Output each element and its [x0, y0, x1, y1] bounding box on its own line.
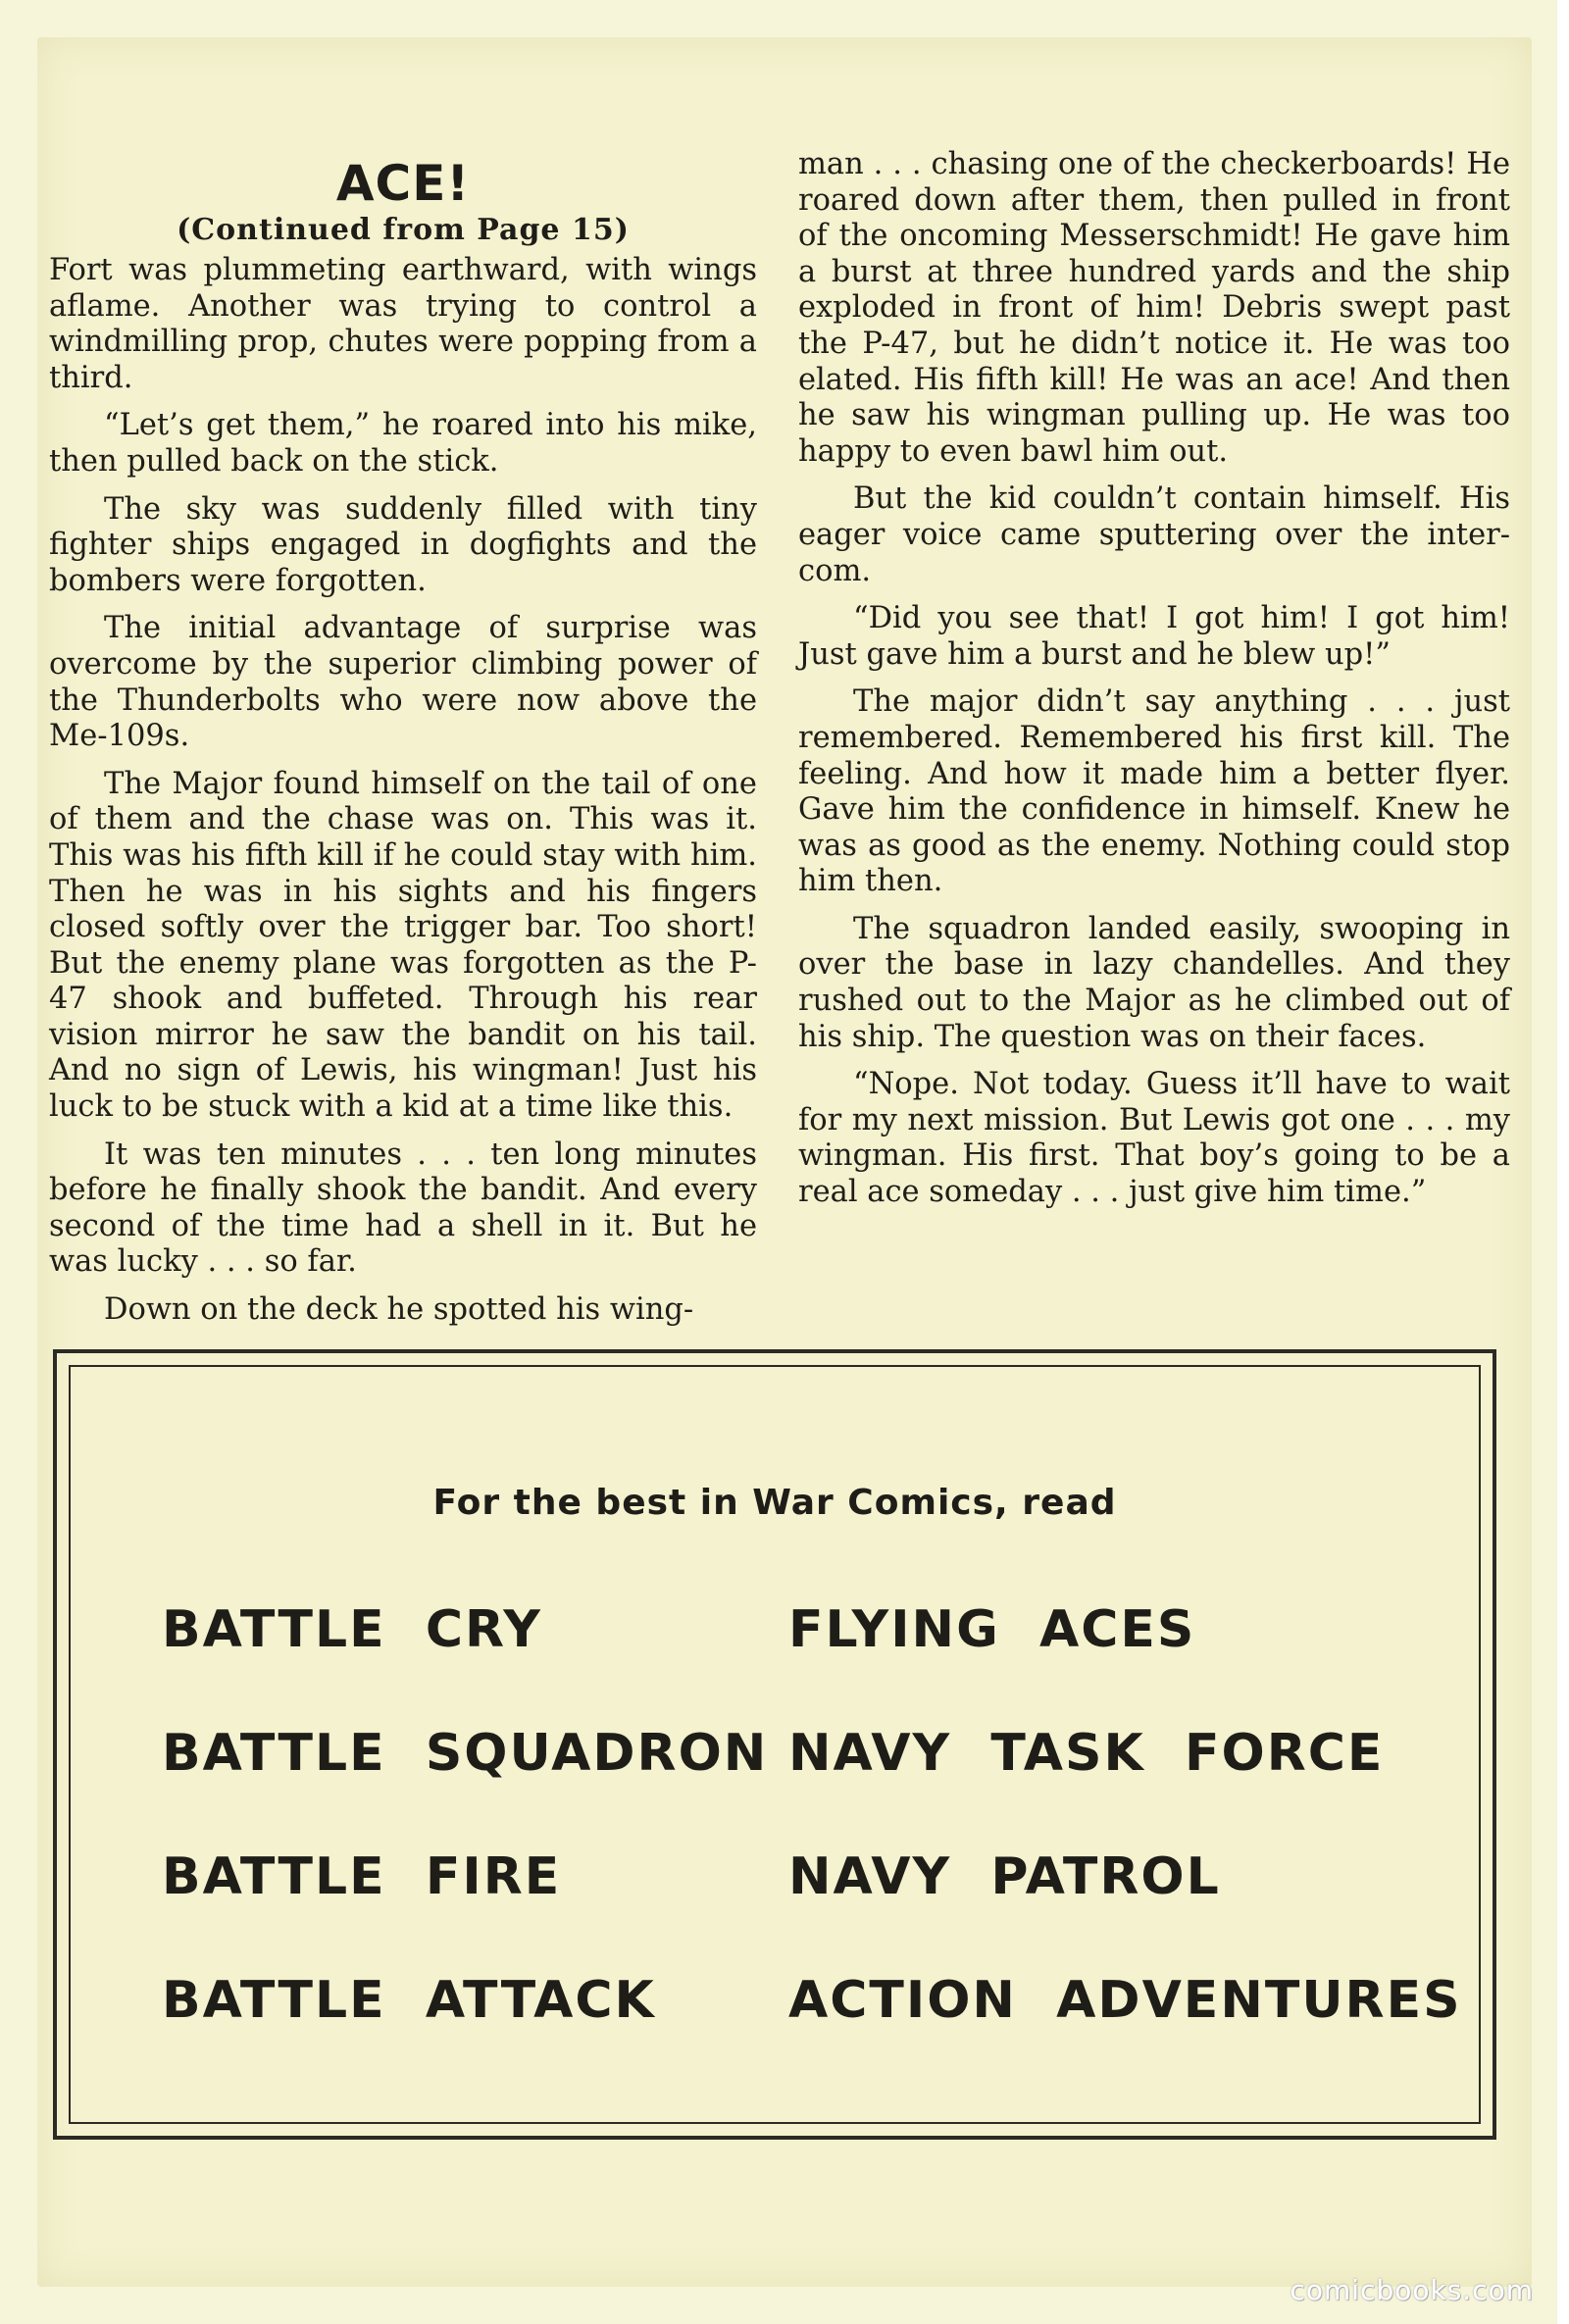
story-paragraph: Down on the deck he spotted his wing-: [104, 1292, 694, 1328]
story-paragraph: Fort was plummeting earthward, with wings aflame. Another was trying to control a windmilling prop, chutes were popping from a third.: [49, 253, 757, 395]
ad-heading: For the best in War Comics, read: [432, 1483, 1117, 1523]
story-column-left: [49, 253, 757, 1329]
story-paragraph: It was ten minutes . . . ten long minutes before he finally shook the bandit. And every second of the time had a shell in it. But he was lucky . . . so far.: [49, 1137, 757, 1280]
site-watermark: comicbooks.com: [1290, 2274, 1534, 2306]
ad-title-right: NAVY PATROL: [788, 1847, 1221, 1906]
story-paragraph: “Did you see that! I got him! I got him! Just gave him a burst and he blew up!”: [798, 601, 1510, 672]
ad-title-left: BATTLE ATTACK: [162, 1971, 656, 2030]
story-paragraph: The Major found himself on the tail of one of them and the chase was on. This was it. This was his fifth kill if he could stay with him. Then he was in his sights and his fingers closed softly over the trigger bar. Too short! But the enemy plane was forgotten as the P-47 shook and buffeted. Through his rear vision mirror he saw the bandit on his tail. And no sign of Lewis, his wingman! Just his luck to be stuck with a kid at a time like this.: [49, 766, 757, 1125]
story-title: ACE!: [335, 155, 471, 212]
ad-title-left: BATTLE FIRE: [162, 1847, 562, 1906]
ad-title-right: ACTION ADVENTURES: [788, 1971, 1462, 2030]
story-paragraph: “Nope. Not today. Guess it’ll have to wait for my next mission. But Lewis got one . . . my wingman. His first. That boy’s going to be a real ace someday . . . just give him time.”: [798, 1067, 1510, 1210]
story-column-right: [798, 147, 1510, 1211]
war-comics-ad: [53, 1349, 1496, 2140]
story-paragraph: man . . . chasing one of the checkerboards! He roared down after them, then pulled in front of the oncoming Messerschmidt! He gave him a burst at three hundred yards and the ship exploded in front of him! Debris swept past the P-47, but he didn’t notice it. He was too elated. His fifth kill! He was an ace! And then he saw his wingman pulling up. He was too happy to even bawl him out.: [798, 147, 1510, 469]
ad-title-left: BATTLE CRY: [162, 1600, 542, 1659]
ad-inner-border: [69, 1365, 1481, 2124]
ad-title-left: BATTLE SQUADRON: [162, 1724, 769, 1783]
story-paragraph: The major didn’t say anything . . . just remembered. Remembered his first kill. The feeling. And how it made him a better flyer. Gave him the confidence in himself. Knew he was as good as the enemy. Nothing could stop him then.: [798, 684, 1510, 899]
page-edge: [1557, 0, 1569, 2324]
story-continued-note: (Continued from Page 15): [177, 213, 630, 247]
story-paragraph: “Let’s get them,” he roared into his mike, then pulled back on the stick.: [49, 408, 757, 479]
ad-title-right: NAVY TASK FORCE: [788, 1724, 1385, 1783]
story-paragraph: The initial advantage of surprise was overcome by the superior climbing power of the Thunderbolts who were now above the Me-109s.: [49, 611, 757, 754]
story-paragraph: But the kid couldn’t contain himself. His eager voice came sputtering over the inter-com.: [798, 481, 1510, 588]
story-paragraph: The squadron landed easily, swooping in over the base in lazy chandelles. And they rushed out to the Major as he climbed out of his ship. The question was on their faces.: [798, 911, 1510, 1054]
ad-title-right: FLYING ACES: [788, 1600, 1196, 1659]
story-paragraph: The sky was suddenly filled with tiny fighter ships engaged in dogfights and the bombers were forgotten.: [49, 491, 757, 598]
